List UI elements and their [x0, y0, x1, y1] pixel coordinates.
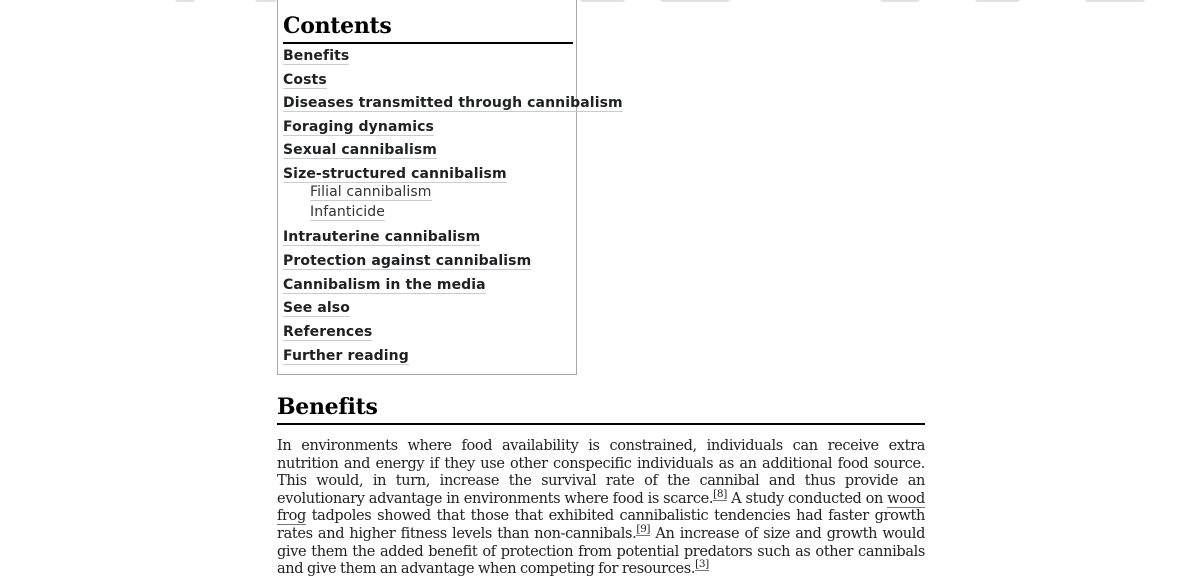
toc-item[interactable]	[283, 48, 349, 65]
toc-item[interactable]	[283, 72, 327, 89]
toc-link[interactable]: Filial cannibalism	[310, 184, 432, 200]
toc-link[interactable]: Cannibalism in the media	[283, 277, 486, 293]
cropped-text-fragment	[660, 0, 730, 2]
toc-link[interactable]: Size-structured cannibalism	[283, 166, 507, 182]
toc-link[interactable]: References	[283, 324, 373, 340]
benefits-paragraph	[277, 438, 925, 579]
toc-link[interactable]: Foraging dynamics	[283, 119, 434, 135]
toc-item[interactable]	[283, 119, 434, 136]
toc-link[interactable]: Intrauterine cannibalism	[283, 229, 481, 245]
toc-link[interactable]: Sexual cannibalism	[283, 142, 437, 158]
toc-link[interactable]: Protection against cannibalism	[283, 253, 532, 269]
toc-link[interactable]: Further reading	[283, 348, 409, 364]
cropped-text-fragment	[175, 0, 195, 2]
toc-link[interactable]: Infanticide	[310, 204, 385, 220]
table-of-contents	[277, 0, 623, 375]
toc-item[interactable]	[283, 229, 480, 246]
citation-link[interactable]: [8]	[713, 487, 727, 500]
toc-item[interactable]	[283, 300, 350, 317]
toc-link[interactable]: Diseases transmitted through cannibalism	[283, 95, 623, 111]
paragraph-text: In environments where food availability is constrained, individuals can receive extra nutrition and energy if they use other conspecific individuals as an additional food source. This would, in turn, increase the survival rate of the cannibal and thus provide an evolutionary advantage in environments where food is scarce.	[277, 438, 925, 507]
paragraph-text: A study conducted on	[726, 490, 888, 507]
toc-item[interactable]	[283, 277, 486, 294]
cropped-text-fragment	[1085, 0, 1145, 2]
section-heading-benefits: Benefits	[277, 393, 925, 425]
toc-item[interactable]	[283, 142, 437, 159]
toc-item[interactable]	[283, 166, 507, 183]
cropped-text-fragment	[255, 0, 277, 2]
toc-subitem[interactable]	[310, 184, 432, 201]
wood-frog-link[interactable]: wood frog	[277, 490, 925, 525]
paragraph-text: tadpoles showed that those that exhibited cannibalistic tendencies had faster growth rates and higher fitness levels than non-cannibals.	[277, 508, 925, 542]
cropped-text-fragment	[580, 0, 625, 2]
toc-item[interactable]	[283, 348, 409, 365]
citation-link[interactable]: [3]	[695, 558, 709, 571]
toc-link[interactable]: Benefits	[283, 48, 350, 64]
toc-item[interactable]	[283, 95, 623, 112]
toc-item[interactable]	[283, 324, 372, 341]
paragraph-text: An increase of size and growth would give them the added benefit of protection from potential predators such as other cannibals and give them an advantage when competing for resources.	[277, 525, 926, 578]
cropped-text-fragment	[880, 0, 920, 2]
citation-link[interactable]: [9]	[636, 523, 651, 536]
toc-subitem[interactable]	[310, 204, 385, 221]
toc-title: Contents	[283, 13, 573, 44]
toc-item[interactable]	[283, 253, 531, 270]
cropped-text-fragment	[975, 0, 1020, 2]
toc-link[interactable]: Costs	[283, 72, 327, 88]
toc-link[interactable]: See also	[283, 300, 350, 316]
